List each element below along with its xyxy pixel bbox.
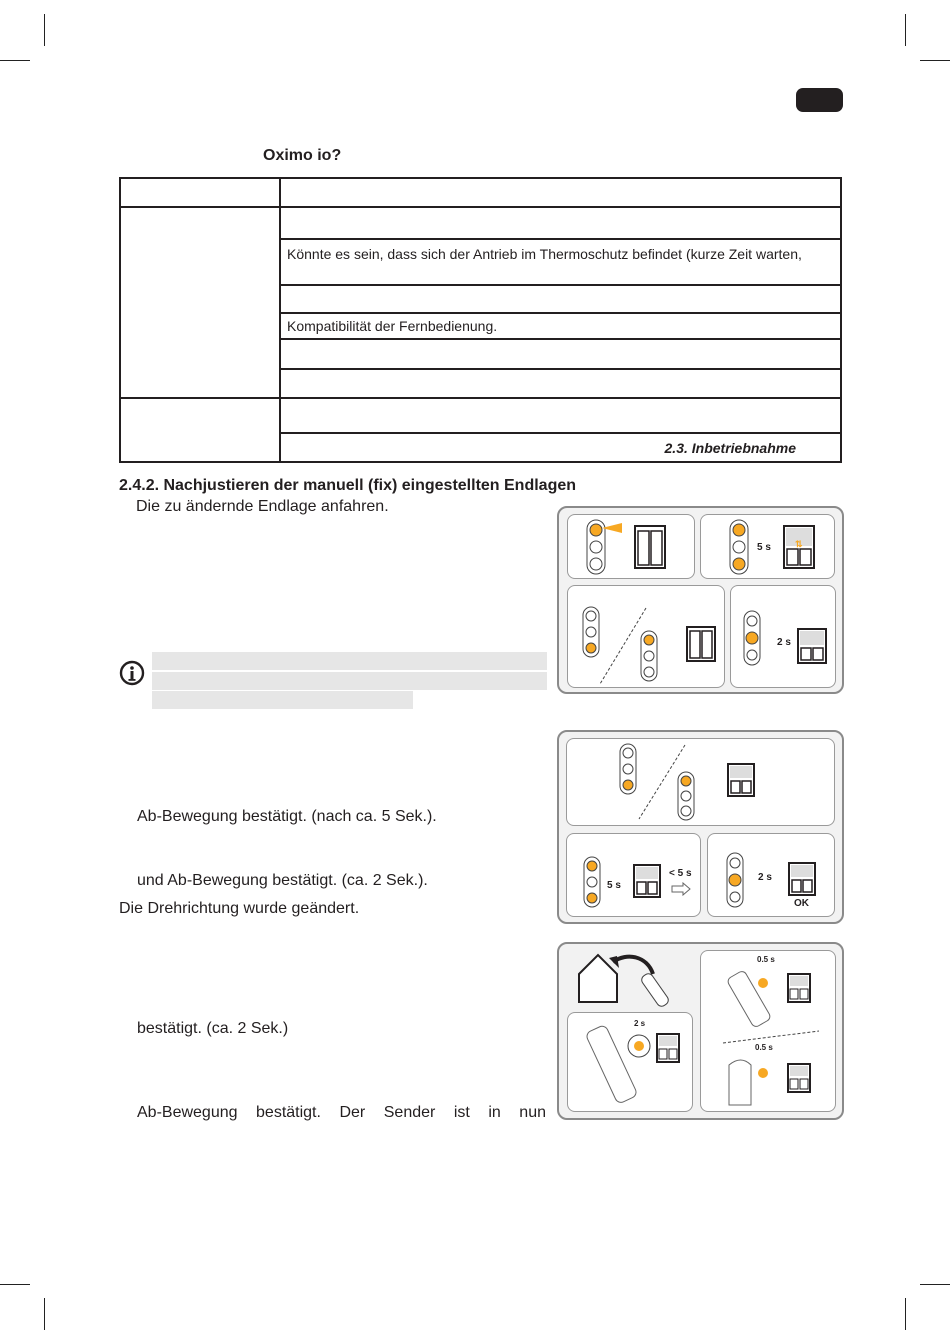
- illustration-step: [567, 514, 695, 579]
- duration-label: 5 s: [607, 880, 621, 891]
- roller-shutter-icon: [797, 628, 827, 664]
- result-text: Die Drehrichtung wurde geändert.: [119, 900, 360, 917]
- illustration-step: [700, 950, 836, 1112]
- section-heading: Oximo io?: [263, 147, 342, 164]
- table-cell: [280, 398, 841, 433]
- roller-shutter-icon: [788, 862, 816, 896]
- section-reference: 2.3. Inbetriebnahme: [664, 440, 796, 456]
- info-note-bar: [152, 672, 547, 690]
- table-cell: [280, 207, 841, 239]
- illustration-panel: [557, 506, 844, 694]
- table-cell: [280, 285, 841, 313]
- roller-shutter-icon: [633, 864, 661, 898]
- duration-label: 2 s: [777, 637, 791, 648]
- crop-mark: [905, 14, 906, 46]
- illustration-step: [700, 514, 835, 579]
- arrow-right-icon: [671, 882, 691, 896]
- remote-control-icon: [619, 743, 637, 795]
- duration-label: 2 s: [634, 1019, 646, 1028]
- crop-mark: [0, 1284, 30, 1285]
- roller-shutter-icon: [656, 1033, 680, 1063]
- remote-control-icon: [677, 771, 695, 821]
- table-cell: [280, 178, 841, 207]
- crop-mark: [905, 1298, 906, 1330]
- window-blind-icon: [686, 626, 716, 662]
- remote-open-icon: [721, 1055, 781, 1107]
- illustration-panel: [557, 730, 844, 924]
- illustration-step: [566, 833, 701, 917]
- crop-mark: [920, 1284, 950, 1285]
- step-text: bestätigt. (ca. 2 Sek.): [137, 1020, 289, 1037]
- info-note-bar: [152, 691, 413, 709]
- roller-shutter-icon: [783, 525, 815, 569]
- illustration-step: [730, 585, 836, 688]
- table-cell: Kompatibilität der Fernbedienung.: [280, 313, 841, 339]
- remote-open-icon: [721, 969, 781, 1029]
- table-cell: [120, 398, 280, 462]
- prog-button-icon: [626, 1033, 652, 1059]
- roller-shutter-icon: [727, 763, 755, 797]
- remote-control-icon: [640, 630, 658, 682]
- info-icon: [119, 660, 145, 686]
- subsection-heading: 2.4.2. Nachjustieren der manuell (fix) eingestellten Endlagen: [119, 477, 577, 494]
- remote-control-icon: [726, 852, 744, 908]
- illustration-step: [707, 833, 835, 917]
- table-cell: [280, 339, 841, 369]
- illustration-step: [567, 585, 725, 688]
- remote-control-icon: [729, 519, 749, 575]
- crop-mark: [44, 14, 45, 46]
- step-text: und Ab-Bewegung bestätigt. (ca. 2 Sek.).: [137, 872, 428, 889]
- roller-shutter-icon: [787, 1063, 811, 1093]
- crop-mark: [0, 60, 30, 61]
- table-cell: Könnte es sein, dass sich der Antrieb im Thermoschutz befindet (kurze Zeit warten,: [280, 239, 841, 285]
- step-text: Ab-Bewegung bestätigt. (nach ca. 5 Sek.).: [137, 808, 437, 825]
- svg-text:⇅: ⇅: [795, 539, 803, 549]
- duration-label: 2 s: [758, 872, 772, 883]
- illustration-panel: [557, 942, 844, 1120]
- crop-mark: [920, 60, 950, 61]
- duration-label: < 5 s: [669, 868, 692, 879]
- roller-shutter-icon: [787, 973, 811, 1003]
- duration-label: 5 s: [757, 542, 771, 553]
- remote-control-icon: [639, 970, 673, 1010]
- illustration-step: [566, 738, 835, 826]
- step-text: Ab-Bewegung bestätigt. Der Sender ist in nun: [137, 1104, 546, 1121]
- table-cell: [120, 207, 280, 398]
- duration-label: 0.5 s: [755, 1043, 773, 1052]
- status-label: OK: [794, 898, 809, 909]
- hand-pointer-icon: [602, 523, 622, 533]
- remote-control-icon: [583, 856, 601, 908]
- table-cell: [280, 369, 841, 398]
- step-text: Die zu ändernde Endlage anfahren.: [136, 498, 389, 515]
- table-cell: [280, 433, 841, 462]
- window-blind-icon: [634, 525, 666, 569]
- illustration-step: [567, 1012, 693, 1112]
- remote-control-icon: [743, 610, 761, 666]
- troubleshooting-table: [119, 177, 842, 463]
- language-tab: [796, 88, 843, 112]
- info-note-bar: [152, 652, 547, 670]
- duration-label: 0.5 s: [757, 955, 775, 964]
- table-cell: [120, 178, 280, 207]
- crop-mark: [44, 1298, 45, 1330]
